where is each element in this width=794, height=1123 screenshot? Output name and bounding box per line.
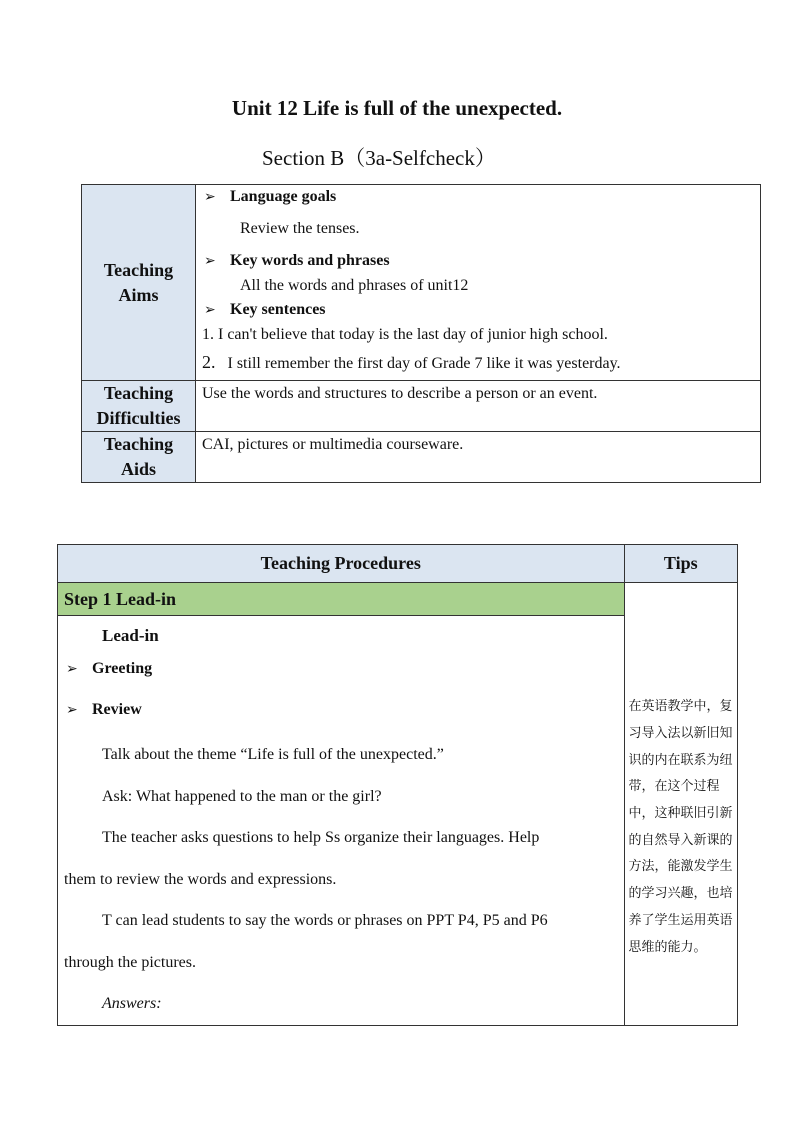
key-words-heading: ➢ Key words and phrases [204, 252, 390, 269]
tips-text: 在英语教学中，复习导入法以新旧知识的内在联系为纽带，在这个过程中，这种联旧引新的自然导入新课的方法，能激发学生的学习兴趣，也培养了学生运用英语思维的能力。 [628, 699, 733, 955]
teaching-aims-content [196, 185, 761, 381]
teaching-aids-content: CAI, pictures or multimedia courseware. [196, 432, 761, 483]
language-goals-heading: ➢ Language goals [204, 188, 337, 205]
review-heading: ➢ Review [66, 701, 142, 718]
answers-label: Answers: [102, 995, 162, 1012]
teaching-aims-label: Teaching Aims [82, 185, 196, 381]
arrow-bullet-icon: ➢ [204, 189, 216, 205]
key-words-text: All the words and phrases of unit12 [240, 277, 469, 294]
paragraph-ask: Ask: What happened to the man or the girl? [102, 787, 382, 805]
paragraph-ppt-2: through the pictures. [64, 953, 196, 971]
arrow-bullet-icon: ➢ [204, 302, 216, 318]
procedures-header: Teaching Procedures [58, 545, 625, 583]
paragraph-ppt-1: T can lead students to say the words or phrases on PPT P4, P5 and P6 [102, 912, 548, 929]
teaching-difficulties-content: Use the words and structures to describe a person or an event. [196, 381, 761, 432]
tips-cell [624, 583, 737, 1026]
arrow-bullet-icon: ➢ [66, 661, 78, 677]
section-subtitle: Section B（3a-Selfcheck） [262, 146, 496, 170]
language-goals-text: Review the tenses. [240, 220, 360, 237]
key-sentences-heading: ➢ Key sentences [204, 301, 326, 318]
key-sentence-2: 2. I still remember the first day of Grade 7 like it was yesterday. [202, 352, 621, 372]
paragraph-questions-1: The teacher asks questions to help Ss organize their languages. Help [102, 829, 540, 846]
teaching-aims-table [81, 184, 761, 483]
key-sentence-1: 1. I can't believe that today is the last day of junior high school. [202, 326, 608, 343]
greeting-heading: ➢ Greeting [66, 660, 153, 677]
document-title: Unit 12 Life is full of the unexpected. [231, 96, 563, 120]
teaching-difficulties-label: Teaching Difficulties [82, 381, 196, 432]
arrow-bullet-icon: ➢ [66, 702, 78, 718]
arrow-bullet-icon: ➢ [204, 253, 216, 269]
paragraph-theme: Talk about the theme “Life is full of the unexpected.” [102, 746, 444, 763]
teaching-procedures-table [57, 544, 738, 1026]
teaching-aids-label: Teaching Aids [82, 432, 196, 483]
tips-header: Tips [624, 545, 737, 583]
paragraph-questions-2: them to review the words and expressions. [64, 870, 337, 888]
leadin-label: Lead-in [102, 626, 159, 645]
step-1-body [58, 616, 625, 1026]
step-1-heading: Step 1 Lead-in [58, 583, 625, 616]
